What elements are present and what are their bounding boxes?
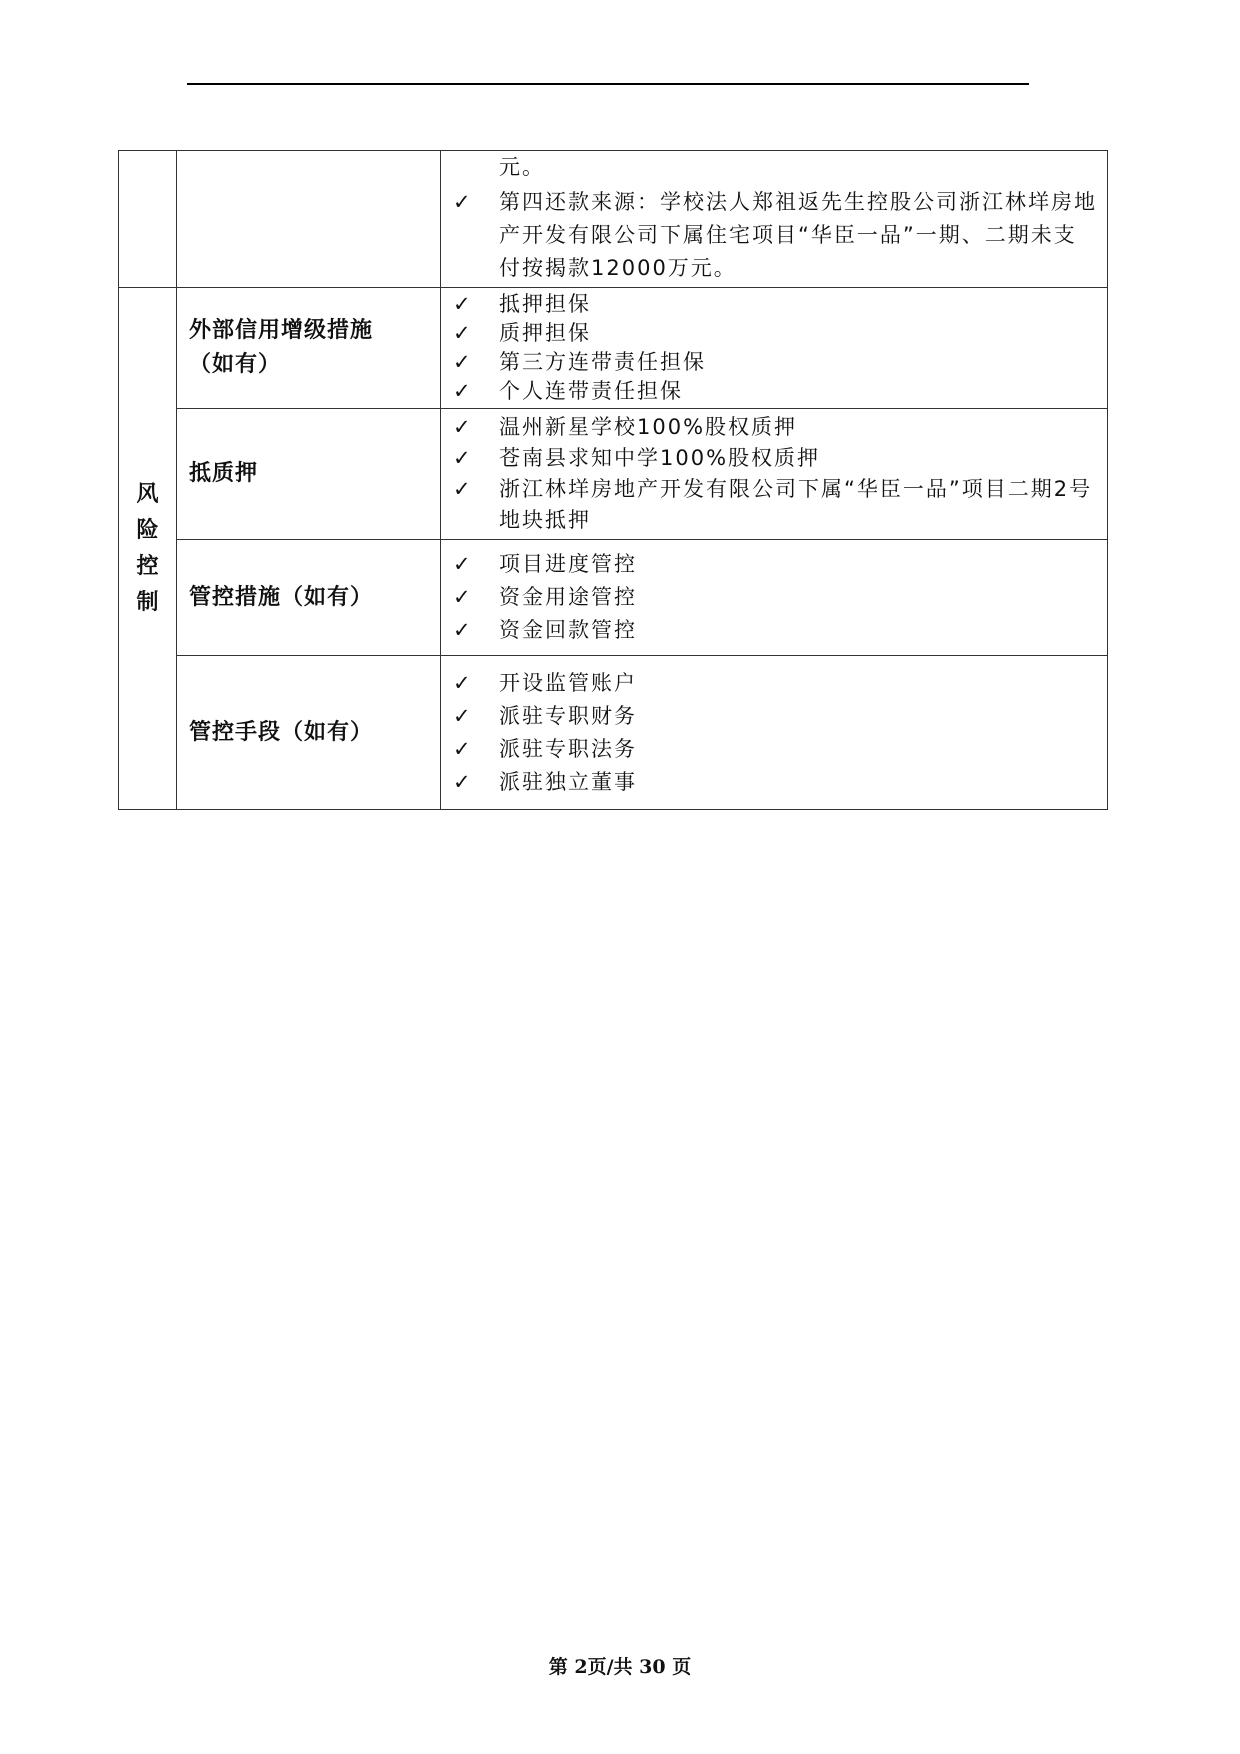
list-item: ✓ 苍南县求知中学100%股权质押 — [441, 443, 1099, 474]
check-icon: ✓ — [453, 292, 473, 316]
check-icon: ✓ — [453, 350, 473, 374]
list-item: ✓ 第四还款来源：学校法人郑祖返先生控股公司浙江林垟房地产开发有限公司下属住宅项目“华臣一品”一期、二期未支付按揭款12000万元。 — [441, 186, 1099, 285]
list-item: ✓ 抵押担保 — [441, 290, 1099, 319]
list-item: ✓ 资金用途管控 — [441, 581, 1099, 614]
item-list — [441, 665, 1107, 801]
section-cell-top — [119, 151, 177, 288]
row-label-cell — [177, 656, 441, 810]
check-icon: ✓ — [453, 585, 473, 609]
row-label: 管控措施（如有） — [189, 584, 374, 610]
list-item: ✓ 温州新星学校100%股权质押 — [441, 412, 1099, 443]
header-rule — [187, 83, 1029, 85]
risk-control-table — [118, 150, 1108, 810]
check-icon: ✓ — [453, 552, 473, 576]
row-label-cell — [177, 288, 441, 409]
carryover-fragment: 元。 — [499, 155, 545, 179]
check-icon: ✓ — [453, 379, 473, 403]
list-item: ✓ 开设监管账户 — [441, 667, 1099, 700]
check-icon: ✓ — [453, 446, 473, 470]
check-icon: ✓ — [453, 190, 473, 214]
check-icon: ✓ — [453, 321, 473, 345]
item-list — [441, 288, 1107, 408]
list-item: ✓ 个人连带责任担保 — [441, 377, 1099, 406]
row-label: 外部信用增级措施（如有） — [189, 318, 374, 377]
row-label-cell — [177, 409, 441, 540]
table-row — [119, 656, 1108, 810]
list-item: ✓ 第三方连带责任担保 — [441, 348, 1099, 377]
section-title-cell — [119, 288, 177, 810]
page-footer: 第 2页/共 30 页 — [548, 1656, 692, 1678]
section-title: 风险控制 — [136, 481, 159, 615]
check-icon: ✓ — [453, 618, 473, 642]
item-list — [441, 546, 1107, 649]
row-label-cell — [177, 540, 441, 656]
content-cell — [441, 656, 1108, 810]
check-icon: ✓ — [453, 703, 473, 728]
check-icon: ✓ — [453, 477, 473, 501]
check-icon: ✓ — [453, 769, 473, 794]
list-item: ✓ 派驻专职财务 — [441, 700, 1099, 733]
content-cell — [441, 288, 1108, 409]
check-icon: ✓ — [453, 415, 473, 439]
content-cell — [441, 540, 1108, 656]
list-item: ✓ 派驻独立董事 — [441, 766, 1099, 799]
label-cell-empty — [177, 151, 441, 288]
list-item: ✓ 浙江林垟房地产开发有限公司下属“华臣一品”项目二期2号地块抵押 — [441, 474, 1099, 536]
table-row — [119, 540, 1108, 656]
item-list — [441, 410, 1107, 538]
content-cell — [441, 151, 1108, 288]
table-row-carryover — [119, 151, 1108, 288]
table-row — [119, 409, 1108, 540]
row-label: 管控手段（如有） — [189, 719, 374, 745]
check-icon: ✓ — [453, 736, 473, 761]
list-item: ✓ 派驻专职法务 — [441, 733, 1099, 766]
content-cell — [441, 409, 1108, 540]
carryover-list — [441, 184, 1107, 287]
row-label: 抵质押 — [189, 461, 259, 486]
list-item: ✓ 项目进度管控 — [441, 548, 1099, 581]
list-item: ✓ 质押担保 — [441, 319, 1099, 348]
list-item: ✓ 资金回款管控 — [441, 614, 1099, 647]
check-icon: ✓ — [453, 670, 473, 695]
table-row — [119, 288, 1108, 409]
